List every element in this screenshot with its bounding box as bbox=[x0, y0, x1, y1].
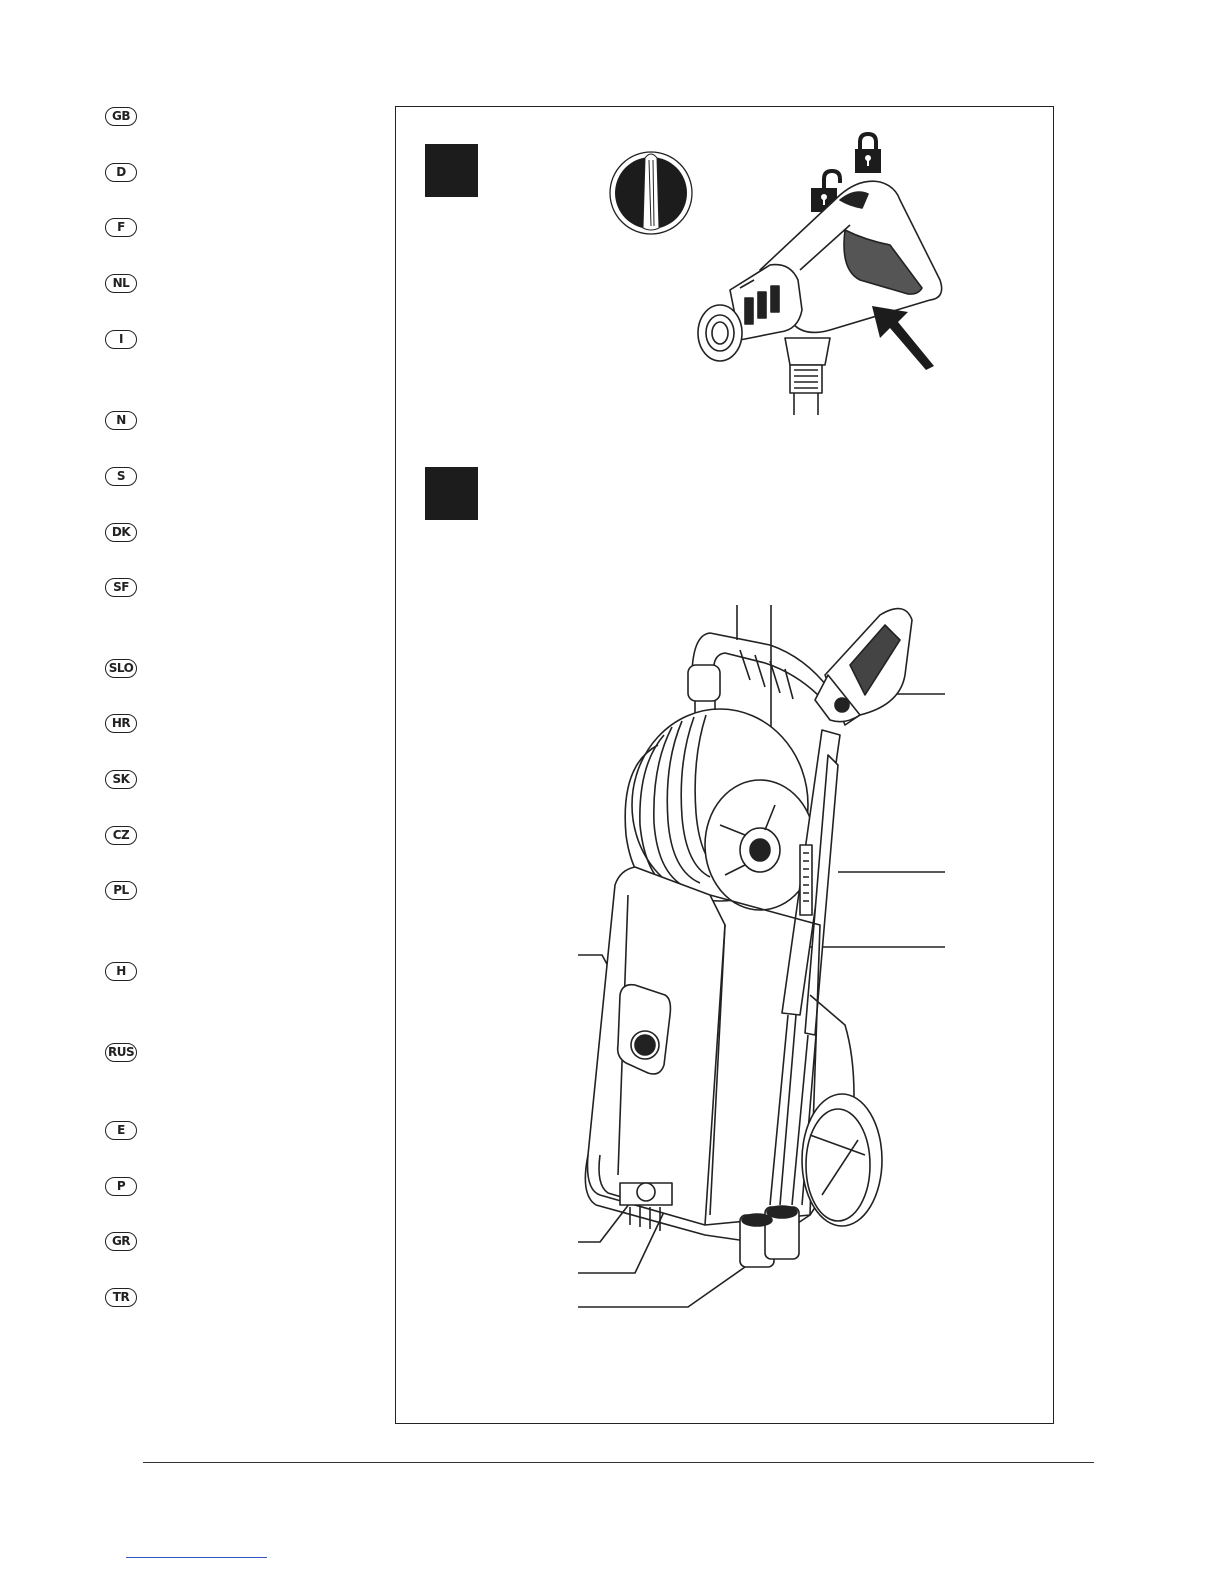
lang-badge-slo: SLO bbox=[105, 659, 137, 678]
footer-rule bbox=[143, 1462, 1094, 1463]
lang-badge-gr: GR bbox=[105, 1232, 137, 1251]
lang-badge-pl: PL bbox=[105, 881, 137, 900]
lang-badge-e: E bbox=[105, 1121, 137, 1140]
lang-badge-n: N bbox=[105, 411, 137, 430]
lang-badge-cz: CZ bbox=[105, 826, 137, 845]
footer-link-underline bbox=[126, 1557, 267, 1558]
lang-badge-f: F bbox=[105, 218, 137, 237]
push-arrow-icon bbox=[868, 300, 938, 372]
lang-badge-gb: GB bbox=[105, 107, 137, 126]
pressure-dial-icon bbox=[605, 150, 700, 240]
lang-badge-dk: DK bbox=[105, 523, 137, 542]
figure-2-marker bbox=[425, 467, 478, 520]
lang-badge-rus: RUS bbox=[105, 1043, 137, 1062]
lang-badge-sf: SF bbox=[105, 578, 137, 597]
lang-badge-i: I bbox=[105, 330, 137, 349]
lang-badge-s: S bbox=[105, 467, 137, 486]
figure-1-marker bbox=[425, 144, 478, 197]
lang-badge-hr: HR bbox=[105, 714, 137, 733]
lang-badge-d: D bbox=[105, 163, 137, 182]
language-list bbox=[0, 0, 200, 1400]
spray-gun-illustration bbox=[690, 170, 950, 415]
lang-badge-h: H bbox=[105, 962, 137, 981]
lang-badge-sk: SK bbox=[105, 770, 137, 789]
lang-badge-tr: TR bbox=[105, 1288, 137, 1307]
lang-badge-nl: NL bbox=[105, 274, 137, 293]
pressure-washer-illustration bbox=[560, 595, 960, 1315]
lang-badge-p: P bbox=[105, 1177, 137, 1196]
